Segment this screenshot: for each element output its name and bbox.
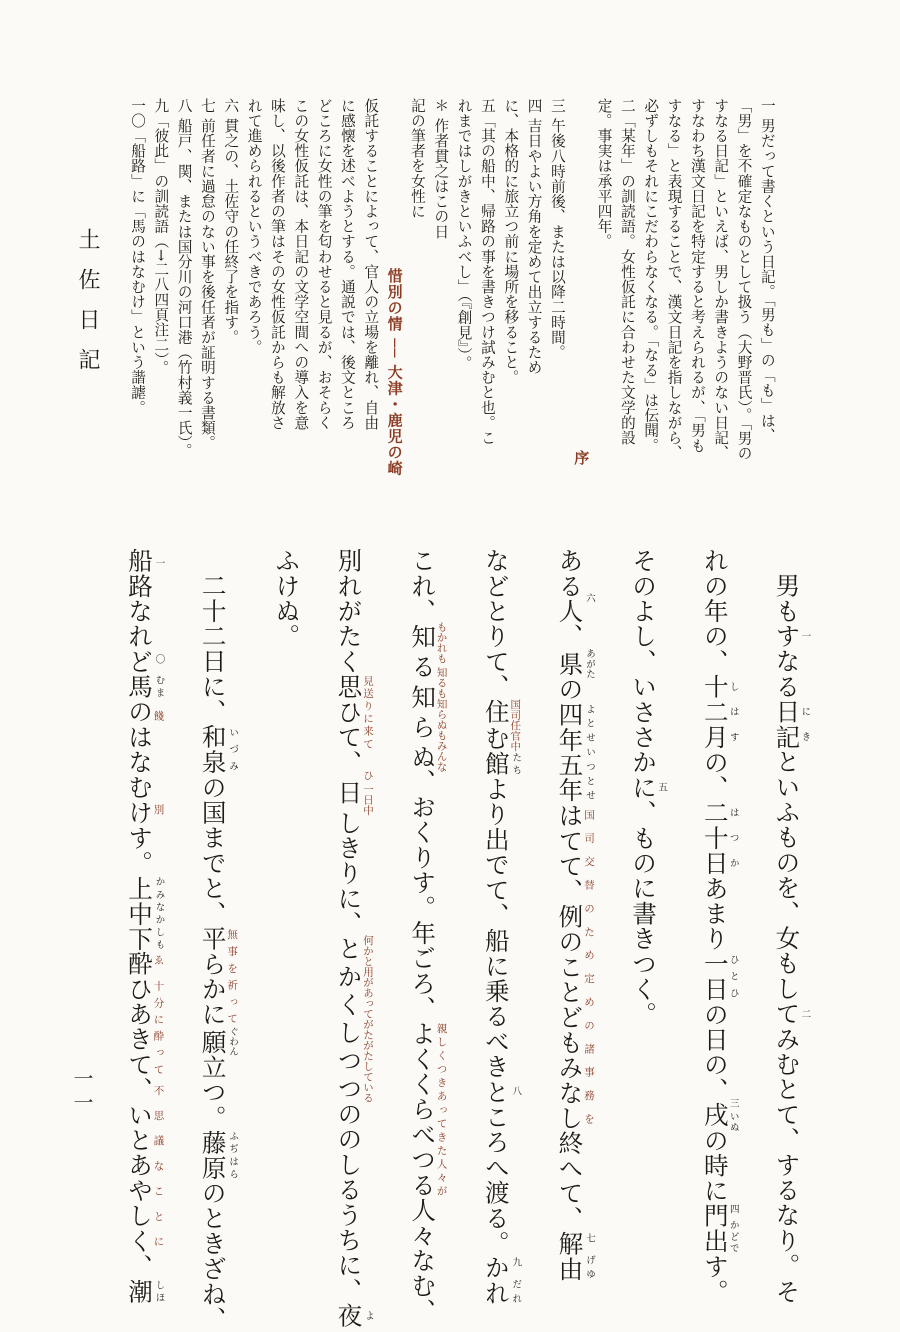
note-line: 仮託することによって、官人の立場を離れ、自由 [362,98,380,431]
text-line-5: などとりて、住む国司任官中館 たちより出でて、船に乗るべきところへ渡る。 八かれ 九 だれ [481,548,522,1306]
text-line-8: ふけぬ。 [272,548,302,649]
note-line: 三 午後八時前後、または以降二時間。 [548,98,566,360]
note-line: 一〇「船路」に「馬のはなむけ」という諧謔。 [129,98,146,416]
text-line-2: れの年の、十二月しはすの、二十日はつかあまり一日ひとひの日の、戌三 いぬの時に門出四 かどです。 [700,548,739,1305]
text-line-10: 船路なれど 一〇馬 むまのはなむけ餞別す。上中下 かみなかしも酔ひあきてゑ 十分に酔って、いとあやしく不思議なことに、潮 しほ [125,548,165,1305]
note-line: 必ずしもそれにこだわらなくなる。「なる」は伝聞。 [642,98,660,454]
text-line-9: 二十二日に、和泉 いづみの国までと、平らかに無事を祈って願 ぐわん立つ。藤原 ふぢはらのときざね、 [198,573,239,1332]
note-line: ＊ 作者貫之はこの日 [432,98,450,240]
note-line: すなる日記」といえば、男しか書きようのない日記、 [712,98,730,461]
notes-section [130,98,775,516]
note-line: 味し、以後作者の筆はその女性仮託からも解放さ [268,98,286,431]
note-line: どころに女性の筆を匂わせると見るが、おそらく [315,98,333,431]
note-line: に、本格的に旅立つ前に場所を移ること。 [502,98,520,385]
note-line: 四 吉日やよい方角を定めて出立するため [525,98,543,375]
note-line: に感懐を述べようとする。通説では、後文ところ [338,98,356,431]
note-line: すなわち漢文日記を特定すると考えられるが、「男も [688,98,706,454]
note-line: 九「彼此」の訓読語（→二八四頁注二）。 [152,98,170,376]
note-line: 二「某年」の訓読語。女性仮託に合わせた文学的設 [618,98,636,446]
note-line: 一 男だって書くという日記。「男も」の「も」は、 [758,98,776,444]
note-line: 七 前任者に過怠のない事を後任者が証明する書類。 [198,98,216,451]
note-line: 八 船戸、関、または国分川の河口港（竹村義一氏）。 [175,98,193,459]
main-text [125,548,811,1332]
note-line: 六 貫之の、土佐守の任終了を指す。 [222,98,240,345]
section-heading-jo: 序 [572,450,591,466]
note-line: 五「其の船中、帰路の事を書きつけ試みむと也。こ [478,98,496,446]
note-line: すなる」と表現することで、漢文日記を指しながら、 [665,98,683,461]
note-line: れて進められるというべきであろう。 [245,98,263,355]
note-line: 「男」を不確定なものとして扱う（大野晋氏）。「男の [735,98,753,461]
text-line-1: 男もすなる一日記にきといふものを、女もしてみむとて、するなり。二そ [772,573,811,1304]
note-line: この女性仮託は、本日記の文学空間への導入を意 [292,98,310,431]
text-line-7: 別れがたく思ひて見送りに来て、日ひ 一日中しきりに、とかくしつつ何かと用があってがたがたしているののしるうちに、夜 よ [334,548,374,1329]
text-line-4: ある人、 六県 あがたの四年五年 よとせいつとせはてて、例のことどもみなし国司交替のため定めの諸事務を終へて、解由 七 げゆ [555,548,595,1282]
running-title: 土佐日記 [75,228,100,388]
note-line: 記の筆者を女性に [408,98,426,219]
note-line: 定。事実は承平四年。 [595,98,613,249]
note-line: れまではしがきといふべし」（『創見』）。 [455,98,473,371]
page-number: 一一 [70,1068,94,1116]
text-line-6: これ、知る知らぬもかれも 知るも知らぬもみんな、おくりす。年ごろ、よくくらべつる親しくつきあってきた人々が人々なむ、 [408,548,448,1324]
text-line-3: そのよし、いささかに、ものに書きつく。五 [629,548,668,1027]
section-heading-main: 惜別の情 ── 大津・鹿児の崎 [385,268,404,477]
